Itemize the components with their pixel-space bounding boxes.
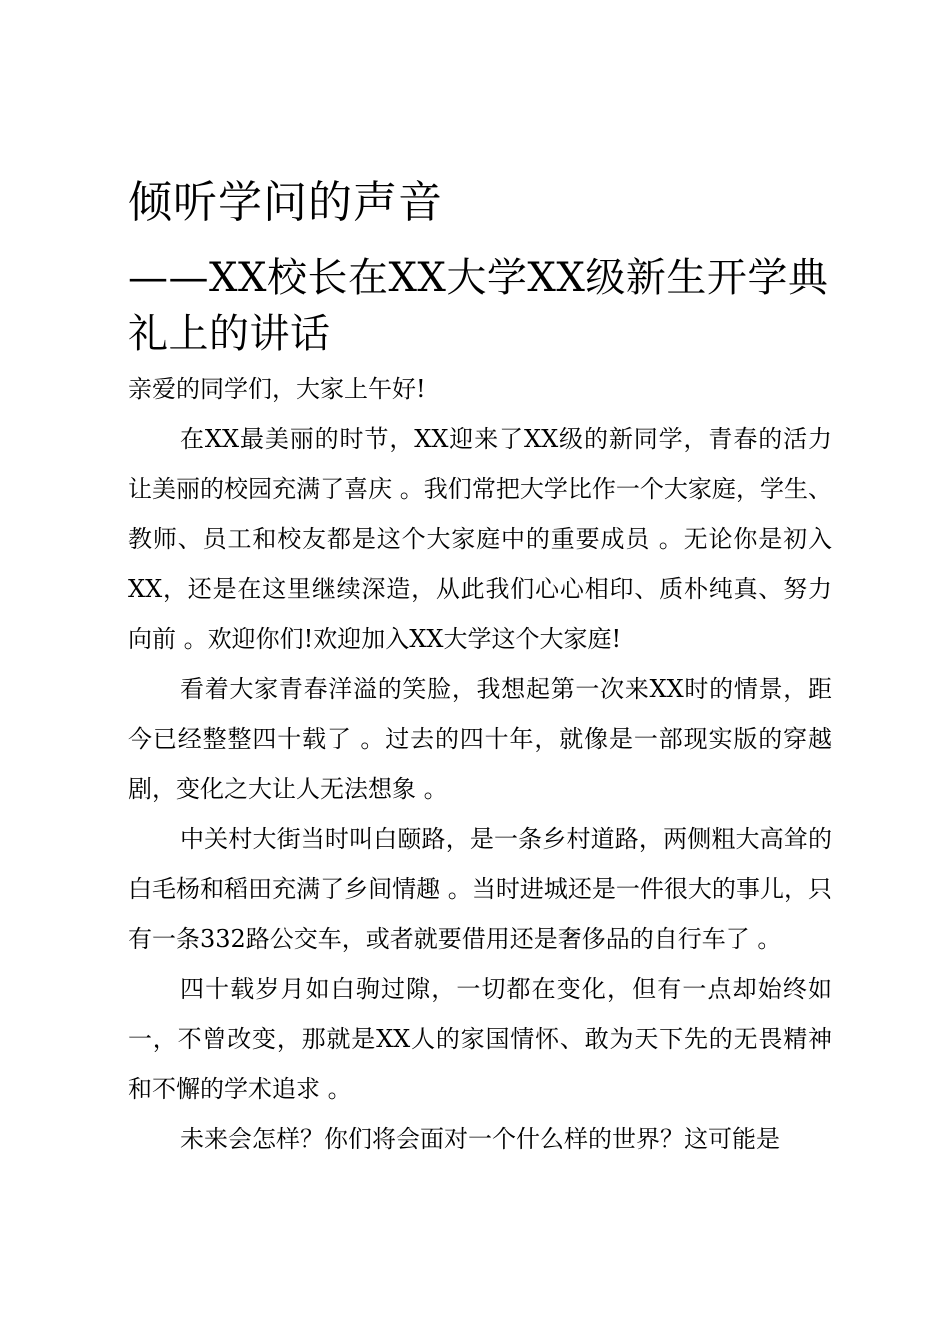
paragraph: 未来会怎样？你们将会面对一个什么样的世界？这可能是 bbox=[180, 1125, 780, 1153]
document-body bbox=[128, 364, 832, 1164]
document-title: 倾听学问的声音 bbox=[128, 177, 443, 228]
greeting-line: 亲爱的同学们，大家上午好! bbox=[128, 375, 426, 403]
paragraph: 中关村大街当时叫白颐路，是一条乡村道路，两侧粗大高耸的白毛杨和稻田充满了乡间情趣 。当时进城还是一件很大的事儿，只有一条332路公交车，或者就要借用还是奢侈品的自行车了 。 bbox=[128, 825, 832, 953]
paragraph: 在XX最美丽的时节，XX迎来了XX级的新同学，青春的活力让美丽的校园充满了喜庆 。我们常把大学比作一个大家庭，学生、教师、员工和校友都是这个大家庭中的重要成员 。无论你是初入XX，还是在这里继续深造，从此我们心心相印、质朴纯真、努力向前 。欢迎你们!欢迎加入XX大学这个大家庭! bbox=[128, 425, 832, 653]
document-subtitle: ——XX校长在XX大学XX级新生开学典礼上的讲话 bbox=[128, 255, 829, 357]
paragraph: 看着大家青春洋溢的笑脸，我想起第一次来XX时的情景，距今已经整整四十载了 。过去的四十年，就像是一部现实版的穿越剧，变化之大让人无法想象 。 bbox=[128, 675, 832, 803]
paragraph: 四十载岁月如白驹过隙，一切都在变化，但有一点却始终如一，不曾改变，那就是XX人的家国情怀、敢为天下先的无畏精神和不懈的学术追求 。 bbox=[128, 975, 832, 1103]
